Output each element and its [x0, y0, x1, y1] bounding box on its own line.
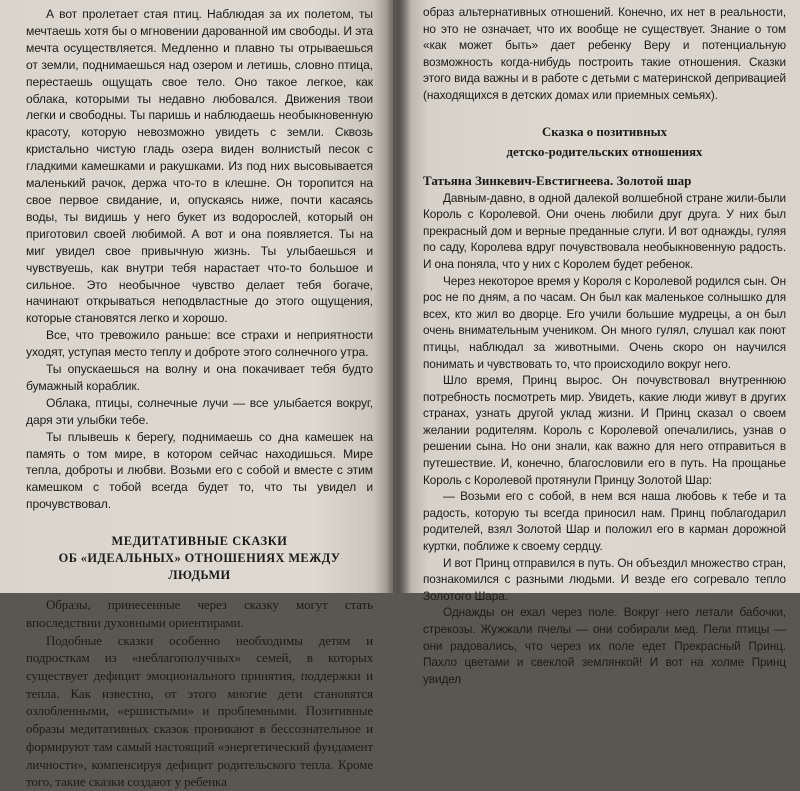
paragraph: Ты плывешь к берегу, поднимаешь со дна камешек на память о том мире, в котором сейчас находишься. Мире тепла, доброты и любви. Возьми его с собой и вместе с этим камешком с тобой всегда будет то, что ты увидел и прочувствовал. [26, 429, 373, 512]
left-page [0, 0, 393, 790]
paragraph: Однажды он ехал через поле. Вокруг него летали бабочки, стрекозы. Жужжали пчелы — они собирали мед. Пели птицы — они радовались, что через их поле едет Прекрасный Принц. Пахло цветами и свеклой землянкой! И вот на холме Принц увидел [423, 605, 786, 686]
paragraph: Давным-давно, в одной далекой волшебной стране жили-были Король с Королевой. Они очень любили друг друга. У них был прекрасный дом и верные преданные слуги. И вот однажды, гуляя по саду, Королева вдруг почувствовала необыкновенную радость. И она поняла, что у них с Королем будет ребенок. [423, 190, 786, 271]
section-heading-line1: Сказка о позитивных [542, 124, 667, 139]
paragraph: — Возьми его с собой, в нем вся наша любовь к тебе и та радость, которую ты всегда приносил нам. Принц поблагодарил родителей, взял Золотой Шар и положил его в карман дорожной куртки, поближе к своему сердцу. [423, 489, 786, 554]
section-heading-line1: МЕДИТАТИВНЫЕ СКАЗКИ [111, 534, 288, 549]
paragraph: Ты опускаешься на волну и она покачивает тебя будто бумажный кораблик. [26, 362, 373, 393]
section-heading-line2: ОБ «ИДЕАЛЬНЫХ» ОТНОШЕНИЯХ МЕЖДУ ЛЮДЬМИ [58, 551, 341, 583]
paragraph: И вот Принц отправился в путь. Он объездил множество стран, познакомился с разными людьми. И везде его согревало тепло Золотого Шара. [423, 555, 786, 603]
paragraph: Через некоторое время у Короля с Королевой родился сын. Он рос не по дням, а по часам. Он был как маленькое солнышко для всех, кто жил во дворце. Его учили большие мудрецы, а он был очень внимательным учеником. Он много гулял, слушал как поют птицы, наблюдал за животными. Очень скоро он научился понимать и чувствовать то, что происходило вокруг него. [423, 273, 786, 371]
paragraph: Все, что тревожило раньше: все страхи и неприятности уходят, уступая место теплу и доброте этого солнечного утра. [26, 328, 373, 360]
paragraph: Облака, птицы, солнечные лучи — все улыбается вокруг, даря эти улыбки тебе. [26, 395, 373, 427]
spacer [26, 513, 373, 521]
right-page [393, 0, 800, 686]
story-title: Татьяна Зинкевич-Евстигнеева. Золотой шар [423, 172, 692, 188]
paragraph: Подобные сказки особенно необходимы детям и подросткам из «неблагополучных» семей, в которых существует дефицит эмоционального принятия, поддержки и тепла. Как известно, от этого многие дети становятся озлобленными, «ершистыми» и проблемными. Позитивные образы медитативных сказок проникают в бессознательное и формируют там самый настоящий «энергетический фундамент личности», компенсируя дефицит родительского тепла. Кроме того, такие сказки создают у ребенка [26, 632, 373, 790]
paragraph: Шло время, Принц вырос. Он почувствовал внутреннюю потребность посмотреть мир. Увидеть, какие люди живут в других странах, узнать другой уклад жизни. И Принц сказал о своем желании родителям. Король с Королевой опечалились, узнав о решении сына. Но они знали, как важно для него отправиться в путешествие. И, конечно, благословили его в путь. На прощанье Король с Королевой протянули Принцу Золотой Шар: [423, 373, 786, 487]
paragraph: А вот пролетает стая птиц. Наблюдая за их полетом, ты мечтаешь хотя бы о мгновении дарованной им свободы. И эта мечта осуществляется. Медленно и плавно ты отрываешься от земли, поднимаешься над озером и летишь, словно птица, перестаешь ощущать свое тело. Оно такое легкое, как облака, которыми ты недавно любовался. Движения твои легки и свободны. Ты паришь и наблюдаешь необыкновенную красоту, которую невозможно увидеть с земли. Сквозь кристально чистую гладь озера виден волнистый песок с гладкими камешками и ракушками. Из под них высовывается маленький рачок, держа что-то в клешне. Он торопится на свое первое свидание, и, опускаясь ниже, почти касаясь воды, ты видишь у него букет из водорослей, который он приготовил своей любимой. А вот и она появляется. Ты на миг увидел свое привычную жизнь. Ты улыбаешься и чувствуешь, как внутри тебя нарастает что-то большое и сильное. Это необычное чувство делает тебя богаче, начинают открываться неподвластные до этого ощущения, которые становятся легко и хорошо. [26, 7, 373, 326]
section-heading-line2: детско-родительских отношениях [506, 144, 703, 159]
paragraph: образ альтернативных отношений. Конечно, их нет в реальности, но это не означает, что их вообще не существует. Знание о том «как может быть» дает ребенку Веру и потенциальную возможность когда-нибудь построить такие отношения. Сказки этого вида важны и в работе с детьми с материнской депривацией (находящихся в детских домах или приемных семьях). [423, 5, 786, 102]
paragraph: Образы, принесенные через сказку могут стать впоследствии духовными ориентирами. [26, 597, 373, 630]
